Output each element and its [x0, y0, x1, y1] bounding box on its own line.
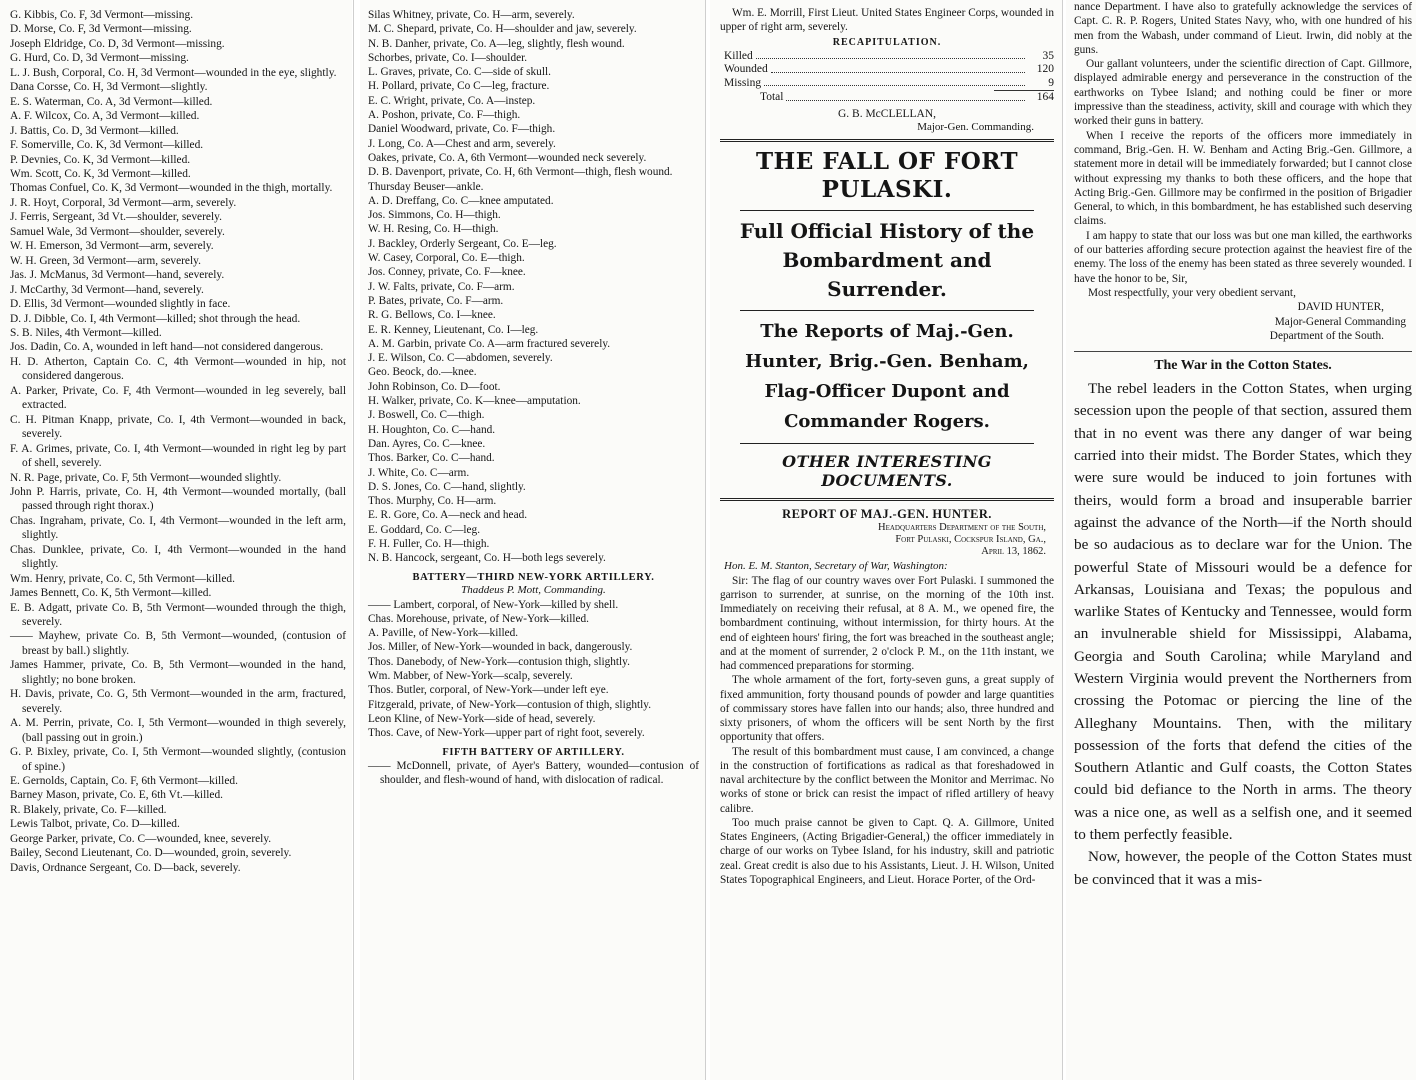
report-paragraph: The whole armament of the fort, forty-seven guns, a great supply of fixed ammunition, forty thousand pounds of powder and large quantities of commissary stores have fallen into our hands; also, three hundred and sixty prisoners, of whom the officers will be sent North by the first opportunity that offers.: [720, 674, 1054, 744]
casualty-entry: E. R. Gore, Co. A—neck and head.: [368, 509, 528, 522]
casualty-entry: J. Battis, Co. D, 3d Vermont—killed.: [10, 124, 179, 137]
report-paragraph: Too much praise cannot be given to Capt. Q. A. Gillmore, United States Engineers, (Acting Brigadier-General,) the officer immediately in charge of our works on Tybee Island, for his industry, skill and patriotic zeal. Great credit is also due to his Assistants, Lieut. J. H. Wilson, United States Topographical Engineers, and Lieut. Horace Porter, of the Ord-: [720, 816, 1054, 886]
casualty-entry: James Bennett, Co. K, 5th Vermont—killed.: [10, 587, 212, 600]
casualty-entry: Jos. Simmons, Co. H—thigh.: [368, 209, 501, 222]
casualty-entry: Schorbes, private, Co. I—shoulder.: [368, 51, 528, 64]
casualty-entry: —— Mayhew, private Co. B, 5th Vermont—wounded, (contusion of breast by ball.) slightly.: [10, 630, 346, 657]
casualty-entry: John P. Harris, private, Co. H, 4th Vermont—wounded mortally, (ball passed through right thorax.): [10, 485, 346, 513]
casualty-entry: Daniel Woodward, private, Co. F—thigh.: [368, 123, 556, 136]
section-rule: [720, 498, 1054, 501]
casualty-entry: D. Ellis, 3d Vermont—wounded slightly in face.: [10, 298, 231, 311]
casualty-entry: W. Casey, Corporal, Co. E—thigh.: [368, 252, 525, 265]
casualty-entry: E. R. Kenney, Lieutenant, Co. I—leg.: [368, 323, 539, 336]
recap-value: 120: [1036, 63, 1054, 75]
casualty-entry: D. B. Davenport, private, Co. H, 6th Vermont—thigh, flesh wound.: [368, 166, 673, 179]
article-paragraph: The rebel leaders in the Cotton States, when urging secession upon the people of that section, assured them that in no event was there any danger of war being carried into their midst. The Border States, which they were sure would be induced to join fortunes with theirs, would form a broad and insuperable barrier against the advance of the North—if the North should be so audacious as to declare war for the Union. The powerful State of Missouri would be a defence for Arkansas, Louisiana and Texas; the populous and warlike States of Kentucky and Tennessee, would form an invulnerable shield for Mississippi, Alabama, Georgia and South Carolina; while Maryland and Western Virginia would prevent the Northerners from crossing the Potomac or piercing the line of the Alleghany Mountains. Then, with the military possession of the forts that defend the cities of the Southern Atlantic and Gulf coasts, the Cotton States could bid defiance to the North in arms. The theory was a nice one, as well as a selfish one, and it seemed to them perfectly feasible.: [1074, 380, 1412, 844]
article-paragraph: Now, however, the people of the Cotton States must be convinced that it was a mis-: [1074, 848, 1412, 888]
casualty-entry: R. G. Bellows, Co. I—knee.: [368, 309, 496, 322]
headline-official-history: Full Official History of the Bombardment and Surrender.: [739, 218, 1035, 301]
report-title: REPORT OF MAJ.-GEN. HUNTER.: [782, 506, 992, 521]
casualty-entry: Thos. Danebody, of New-York—contusion thigh, slightly.: [368, 655, 630, 668]
casualty-entry: N. B. Hancock, sergeant, Co. H—both legs severely.: [368, 552, 606, 565]
casualty-entry: Barney Mason, private, Co. E, 6th Vt.—killed.: [10, 789, 224, 802]
casualty-entry: D. J. Dibble, Co. I, 4th Vermont—killed; shot through the head.: [10, 312, 301, 325]
casualty-entry: Chas. Morehouse, private, of New-York—killed.: [368, 612, 589, 625]
article-title: The War in the Cotton States.: [1154, 358, 1332, 374]
casualty-entry: J. McCarthy, 3d Vermont—hand, severely.: [10, 283, 204, 296]
casualty-entry: R. Blakely, private, Co. F—killed.: [10, 803, 167, 816]
casualty-entry: A. D. Dreffang, Co. C—knee amputated.: [368, 194, 554, 207]
casualty-entry: G. P. Bixley, private, Co. I, 5th Vermont—wounded slightly, (contusion of spine.): [10, 746, 346, 773]
casualty-entry: Thos. Cave, of New-York—upper part of right foot, severely.: [368, 727, 645, 740]
fifth-battery-heading: FIFTH BATTERY OF ARTILLERY.: [442, 746, 625, 758]
casualty-entry: E. C. Wright, private, Co. A—instep.: [368, 94, 536, 107]
report-column: [710, 0, 1062, 1080]
recap-label: Killed: [724, 49, 753, 62]
casualty-entry: H. Houghton, Co. C—hand.: [368, 423, 496, 436]
section-rule: [720, 139, 1054, 142]
casualty-entry: Thursday Beuser—ankle.: [368, 180, 484, 193]
headline-rule: [740, 310, 1034, 311]
casualty-entry: W. H. Green, 3d Vermont—arm, severely.: [10, 254, 201, 267]
fifth-battery-entries: [368, 759, 699, 788]
casualty-entry: Thos. Barker, Co. C—hand.: [368, 452, 495, 465]
casualty-entry: Wm. Scott, Co. K, 3d Vermont—killed.: [10, 167, 191, 180]
casualty-entry: E. Goddard, Co. C—leg.: [368, 523, 481, 536]
casualty-entry: E. S. Waterman, Co. A, 3d Vermont—killed.: [10, 95, 213, 108]
signer-title: Major-Gen. Commanding.: [917, 120, 1034, 133]
leader-dots: [771, 63, 1025, 73]
casualty-entry: H. Walker, private, Co. K—knee—amputation.: [368, 395, 581, 408]
leader-dots: [764, 77, 1025, 87]
casualty-entry: James Hammer, private, Co. B, 5th Vermont—wounded in the hand, slightly; no bone broken.: [10, 659, 346, 686]
recap-label: Missing: [724, 76, 762, 89]
closing-signer: DAVID HUNTER,: [1297, 301, 1384, 314]
casualty-entry: —— McDonnell, private, of Ayer's Battery, wounded—contusion of shoulder, and flesh-wound of hand, with dislocation of radical.: [368, 759, 699, 786]
casualty-entry: Wm. Mabber, of New-York—scalp, severely.: [368, 670, 573, 683]
closing-department: Department of the South.: [1269, 329, 1384, 342]
dateline-line-1: Headquarters Department of the South,: [878, 521, 1046, 533]
casualty-entry: A. Parker, Private, Co. F, 4th Vermont—wounded in leg severely, ball extracted.: [10, 384, 346, 412]
casualty-entry: A. M. Garbin, private Co. A—arm fractured severely.: [368, 337, 611, 350]
casualty-entry: A. F. Wilcox, Co. A, 3d Vermont—killed.: [10, 110, 200, 123]
casualty-entry: Chas. Dunklee, private, Co. I, 4th Vermont—wounded in the hand slightly.: [10, 543, 346, 571]
casualty-entry: J. Long, Co. A—Chest and arm, severely.: [368, 137, 556, 150]
casualty-list-column-1: [0, 0, 352, 1080]
casualty-entries-2: [368, 8, 699, 566]
recap-label: Wounded: [724, 63, 768, 75]
casualty-entry: J. White, Co. C—arm.: [368, 466, 470, 479]
casualty-entry: John Robinson, Co. D—foot.: [368, 380, 501, 393]
closing-salutation: Most respectfully, your very obedient servant,: [1088, 286, 1296, 299]
casualty-entry: J. W. Falts, private, Co. F—arm.: [368, 280, 515, 293]
casualty-entry: L. J. Bush, Corporal, Co. H, 3d Vermont—wounded in the eye, slightly.: [10, 66, 337, 79]
headline-rule: [740, 443, 1034, 444]
casualty-entry: W. H. Resing, Co. H—thigh.: [368, 223, 499, 236]
casualty-entry: L. Graves, private, Co. C—side of skull.: [368, 66, 551, 79]
casualty-entry: D. S. Jones, Co. C—hand, slightly.: [368, 480, 526, 493]
recap-row: [720, 63, 1054, 77]
battery-heading: BATTERY—THIRD NEW-YORK ARTILLERY.: [412, 571, 655, 583]
casualty-entry: N. B. Danher, private, Co. A—leg, slightly, flesh wound.: [368, 37, 625, 50]
casualty-entry: F. H. Fuller, Co. H—thigh.: [368, 537, 490, 550]
recap-total-row: [720, 91, 1054, 105]
casualty-entry: George Parker, private, Co. C—wounded, knee, severely.: [10, 832, 272, 845]
casualty-entry: E. B. Adgatt, private Co. B, 5th Vermont—wounded through the thigh, severely.: [10, 601, 346, 629]
dateline-line-2: Fort Pulaski, Cockspur Island, Ga.,: [895, 533, 1046, 545]
report-paragraph: The result of this bombardment must cause, I am convinced, a change in the construction of fortifications as radical as that foreshadowed in naval architecture by the conflict between the Monitor and Merrimac. No works of stone or brick can resist the impact of rifled artillery of heavy calibre.: [720, 745, 1054, 815]
casualty-entry: H. Davis, private, Co. G, 5th Vermont—wounded in the arm, fractured, severely.: [10, 688, 346, 715]
casualty-entry: P. Devnies, Co. K, 3d Vermont—killed.: [10, 153, 191, 166]
casualty-entry: —— Lambert, corporal, of New-York—killed by shell.: [368, 598, 619, 611]
casualty-entry: Leon Kline, of New-York—side of head, severely.: [368, 712, 596, 725]
casualty-entries-1: [10, 8, 346, 875]
casualty-entry: A. Paville, of New-York—killed.: [368, 627, 519, 640]
recapitulation-table: [720, 50, 1054, 91]
casualty-entry: Oakes, private, Co. A, 6th Vermont—wounded neck severely.: [368, 151, 647, 164]
casualty-entry: Davis, Ordnance Sergeant, Co. D—back, severely.: [10, 861, 241, 874]
column-gutter: [353, 0, 360, 1080]
addressee: Hon. E. M. Stanton, Secretary of War, Washington:: [724, 559, 948, 572]
casualty-entry: G. Kibbis, Co. F, 3d Vermont—missing.: [10, 9, 194, 21]
article-body: [1074, 378, 1412, 891]
report-body: [720, 574, 1054, 888]
recap-value: 35: [1042, 49, 1054, 62]
casualty-entry: Joseph Eldridge, Co. D, 3d Vermont—missing.: [10, 37, 225, 50]
leader-dots: [786, 91, 1025, 101]
casualty-entry: Dana Corsse, Co. H, 3d Vermont—slightly.: [10, 81, 208, 94]
casualty-entry: Samuel Wale, 3d Vermont—shoulder, severely.: [10, 225, 225, 238]
casualty-entry: F. A. Grimes, private, Co. I, 4th Vermont—wounded in right leg by part of shell, severely.: [10, 442, 346, 470]
recap-row: [720, 50, 1054, 64]
leader-dots: [756, 50, 1025, 60]
casualty-entry: Jos. Miller, of New-York—wounded in back, dangerously.: [368, 641, 633, 654]
casualty-entry: J. Ferris, Sergeant, 3d Vt.—shoulder, severely.: [10, 211, 222, 224]
casualty-entry: S. B. Niles, 4th Vermont—killed.: [10, 326, 162, 339]
casualty-entry: Jos. Conney, private, Co. F—knee.: [368, 266, 526, 279]
closing-title: Major-General Commanding: [1274, 315, 1406, 328]
casualty-entry: Chas. Ingraham, private, Co. I, 4th Vermont—wounded in the left arm, slightly.: [10, 514, 346, 542]
casualty-entry: A. M. Perrin, private, Co. I, 5th Vermont—wounded in thigh severely, (ball passing out in groin.): [10, 717, 346, 744]
report-continuation-body: [1074, 0, 1412, 286]
dateline-line-3: April 13, 1862.: [981, 545, 1046, 557]
casualty-entry: A. Poshon, private, Co. F—thigh.: [368, 109, 521, 122]
casualty-entry: Lewis Talbot, private, Co. D—killed.: [10, 818, 180, 831]
headline-rule: [740, 210, 1034, 211]
report-paragraph: When I receive the reports of the officers more immediately in command, Brig.-Gen. H. W. Benham and Acting Brig.-Gen. Gillmore, a statement more in detail will be immediately forwarded; but I cannot close without expressing my thanks to both these officers, and the hope that Acting Brig.-Gen. Gillmore may be confirmed in the position of Brigadier General, to which, in this bombardment, he has established such deserving claims.: [1074, 129, 1412, 228]
casualty-entry: Silas Whitney, private, Co. H—arm, severely.: [368, 9, 575, 21]
report-continuation-column: [1066, 0, 1416, 1080]
recap-row: [720, 77, 1054, 91]
casualty-entry: J. Backley, Orderly Sergeant, Co. E—leg.: [368, 237, 557, 250]
casualty-entry: G. Hurd, Co. D, 3d Vermont—missing.: [10, 52, 189, 65]
battery-commander: Thaddeus P. Mott, Commanding.: [461, 583, 606, 596]
cotton-states-article: [1074, 351, 1412, 891]
engineer-entry: Wm. E. Morrill, First Lieut. United States Engineer Corps, wounded in upper of right arm, severely.: [720, 7, 1054, 34]
casualty-entry: M. C. Shepard, private, Co. H—shoulder and jaw, severely.: [368, 23, 637, 36]
casualty-entry: Thos. Murphy, Co. H—arm.: [368, 495, 497, 508]
total-label: Total: [760, 91, 784, 103]
report-paragraph: nance Department. I have also to gratefully acknowledge the services of Capt. C. R. P. Rogers, United States Navy, who, with one hundred of his men from the Wabash, under command of Lieut. Irwin, did nobly at the guns.: [1074, 1, 1412, 56]
casualty-entry: J. Boswell, Co. C—thigh.: [368, 409, 485, 422]
casualty-entry: H. Pollard, private, Co C—leg, fracture.: [368, 80, 550, 93]
casualty-list-column-2: [360, 0, 705, 1080]
casualty-entry: Bailey, Second Lieutenant, Co. D—wounded, groin, severely.: [10, 847, 292, 860]
total-value: 164: [1036, 91, 1054, 103]
casualty-entry: Jas. J. McManus, 3d Vermont—hand, severely.: [10, 269, 225, 282]
closing-block: [1074, 286, 1412, 343]
casualty-entry: J. R. Hoyt, Corporal, 3d Vermont—arm, severely.: [10, 196, 237, 209]
casualty-entry: Wm. Henry, private, Co. C, 5th Vermont—killed.: [10, 572, 235, 585]
battery-entries: [368, 598, 699, 741]
signer-name: G. B. McCLELLAN,: [837, 107, 937, 120]
casualty-entry: D. Morse, Co. F, 3d Vermont—missing.: [10, 23, 192, 36]
recapitulation-title: RECAPITULATION.: [832, 36, 942, 48]
casualty-entry: Thomas Confuel, Co. K, 3d Vermont—wounded in the thigh, mortally.: [10, 182, 333, 195]
casualty-entry: N. R. Page, private, Co. F, 5th Vermont—wounded slightly.: [10, 471, 282, 484]
casualty-entry: Thos. Butler, corporal, of New-York—under left eye.: [368, 684, 609, 697]
recap-value: 9: [1048, 76, 1054, 89]
casualty-entry: H. D. Atherton, Captain Co. C, 4th Vermont—wounded in hip, not considered dangerous.: [10, 355, 346, 383]
report-paragraph: Sir: The flag of our country waves over Fort Pulaski. I summoned the garrison to surrender, at sunrise, on the morning of the 10th inst. Immediately on receiving their refusal, at 8 A. M., we opened fire, the bombardment continuing, without intermission, for thirty hours. At the end of eighteen hours' firing, the fort was breached in the southeast angle; and at the moment of surrender, 2 o'clock P. M., on the 11th instant, we had commenced preparations for storming.: [720, 574, 1054, 672]
headline-fall-of-fort-pulaski: THE FALL OF FORT PULASKI.: [755, 147, 1019, 203]
report-paragraph: I am happy to state that our loss was but one man killed, the earthworks of our batteries affording secure protection against the heaviest fire of the enemy. The loss of the enemy has been stated as three severely wounded. I have the honor to be, Sir,: [1074, 229, 1412, 285]
casualty-entry: E. Gernolds, Captain, Co. F, 6th Vermont—killed.: [10, 775, 238, 788]
report-paragraph: Our gallant volunteers, under the scientific direction of Capt. Gillmore, displayed admirable energy and perseverance in the construction of the earthworks on Tybee Island; and nothing could be finer or more impressive than the steadiness, activity, skill and courage with which they worked their guns in battery.: [1074, 58, 1412, 128]
casualty-entry: Geo. Beock, do.—knee.: [368, 366, 477, 379]
casualty-entry: W. H. Emerson, 3d Vermont—arm, severely.: [10, 240, 214, 253]
casualty-entry: Jos. Dadin, Co. A, wounded in left hand—not considered dangerous.: [10, 341, 324, 354]
casualty-entry: P. Bates, private, Co. F—arm.: [368, 294, 504, 307]
casualty-entry: C. H. Pitman Knapp, private, Co. I, 4th Vermont—wounded in back, severely.: [10, 413, 346, 441]
casualty-entry: Dan. Ayres, Co. C—knee.: [368, 437, 486, 450]
headline-other-documents: OTHER INTERESTING DOCUMENTS.: [782, 451, 992, 490]
casualty-entry: J. E. Wilson, Co. C—abdomen, severely.: [368, 352, 553, 365]
headline-reports: The Reports of Maj.-Gen. Hunter, Brig.-Gen. Benham, Flag-Officer Dupont and Commander Rogers.: [745, 320, 1029, 432]
casualty-entry: F. Somerville, Co. K, 3d Vermont—killed.: [10, 139, 204, 152]
casualty-entry: Fitzgerald, private, of New-York—contusion of thigh, slightly.: [368, 698, 652, 711]
